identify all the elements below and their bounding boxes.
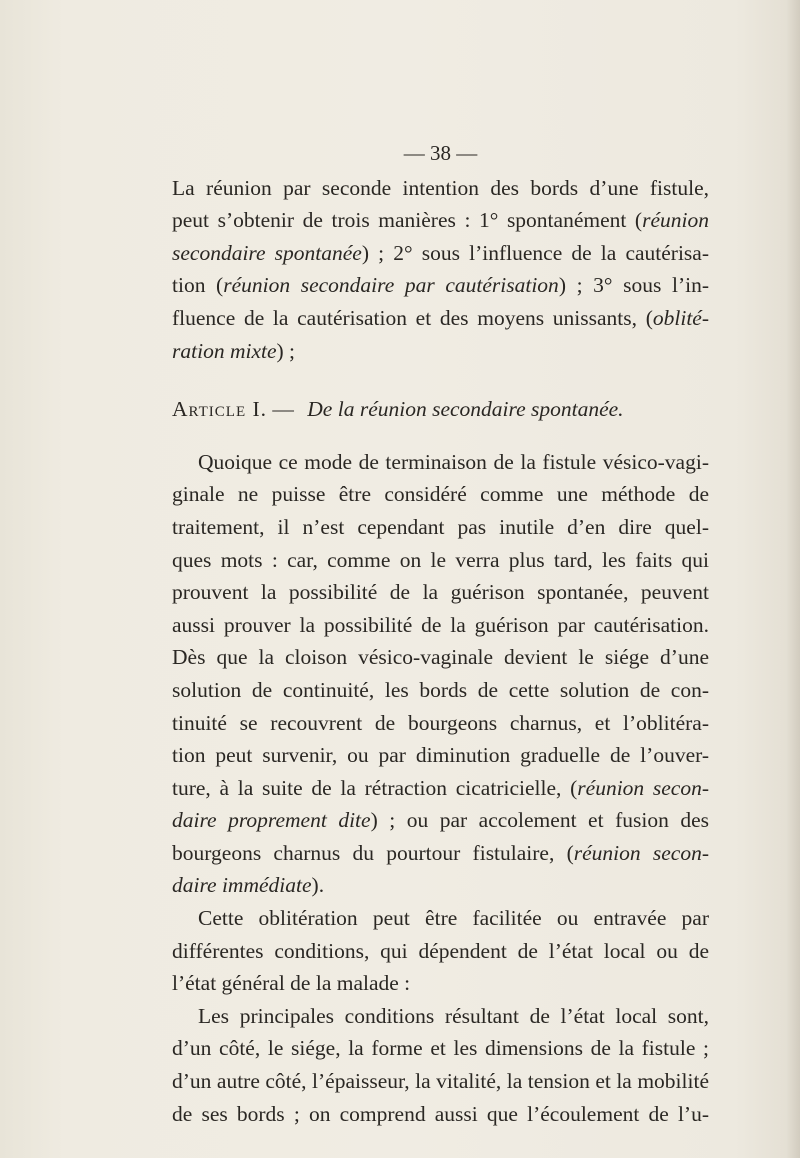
text-line: d’un autre côté, l’épaisseur, la vitalité, la tension et la mobilité [172,1069,709,1094]
text-line: aussi prouver la possibilité de la guérison par cautérisation. [172,612,709,637]
text-line: fluence de la cautérisation et des moyens unissants, (oblité- [172,305,709,330]
article-dash: — [272,397,294,422]
text-line: Cette oblitération peut être facilitée ou entravée par [198,906,709,931]
page-number: — 38 — [403,141,478,165]
text-line: l’état général de la malade : [172,971,411,996]
article-title: De la réunion secondaire spontanée. [307,397,624,422]
paragraph-1 [172,446,709,902]
intro-paragraph [172,172,709,368]
text-line: ginale ne puisse être considéré comme une méthode de [172,482,709,507]
page-text [172,137,709,1130]
text-line: Quoique ce mode de terminaison de la fistule vésico-vagi- [198,449,709,474]
text-line: secondaire spontanée) ; 2° sous l’influence de la cautérisa- [172,240,709,265]
text-line: ques mots : car, comme on le verra plus tard, les faits qui [172,547,709,572]
paragraph-3 [172,1000,709,1130]
article-label: Article I. [172,397,268,422]
text-line: tion (réunion secondaire par cautérisation) ; 3° sous l’in- [172,273,709,298]
text-line: peut s’obtenir de trois manières : 1° spontanément (réunion [172,208,709,233]
paragraph-2 [172,902,709,1000]
text-line: tion peut survenir, ou par diminution graduelle de l’ouver- [172,743,709,768]
text-line: ture, à la suite de la rétraction cicatricielle, (réunion secon- [172,775,710,800]
text-line: daire immédiate). [172,873,325,898]
text-line: bourgeons charnus du pourtour fistulaire, (réunion secon- [172,840,709,865]
article-heading [172,393,709,426]
text-line: différentes conditions, qui dépendent de l’état local ou de [172,938,709,963]
text-line: de ses bords ; on comprend aussi que l’écoulement de l’u- [172,1101,709,1126]
text-line: La réunion par seconde intention des bords d’une fistule, [172,175,709,200]
text-line: Les principales conditions résultant de l’état local sont, [198,1003,709,1028]
text-line: solution de continuité, les bords de cette solution de con- [172,677,709,702]
text-line: Dès que la cloison vésico-vaginale devient le siége d’une [172,645,709,670]
text-line: ration mixte) ; [172,338,296,363]
text-line: traitement, il n’est cependant pas inutile d’en dire quel- [172,514,709,539]
text-line: prouvent la possibilité de la guérison spontanée, peuvent [172,580,709,605]
text-line: daire proprement dite) ; ou par accolement et fusion des [172,808,709,833]
text-line: d’un côté, le siége, la forme et les dimensions de la fistule ; [172,1036,709,1061]
text-line: tinuité se recouvrent de bourgeons charnus, et l’oblitéra- [172,710,709,735]
